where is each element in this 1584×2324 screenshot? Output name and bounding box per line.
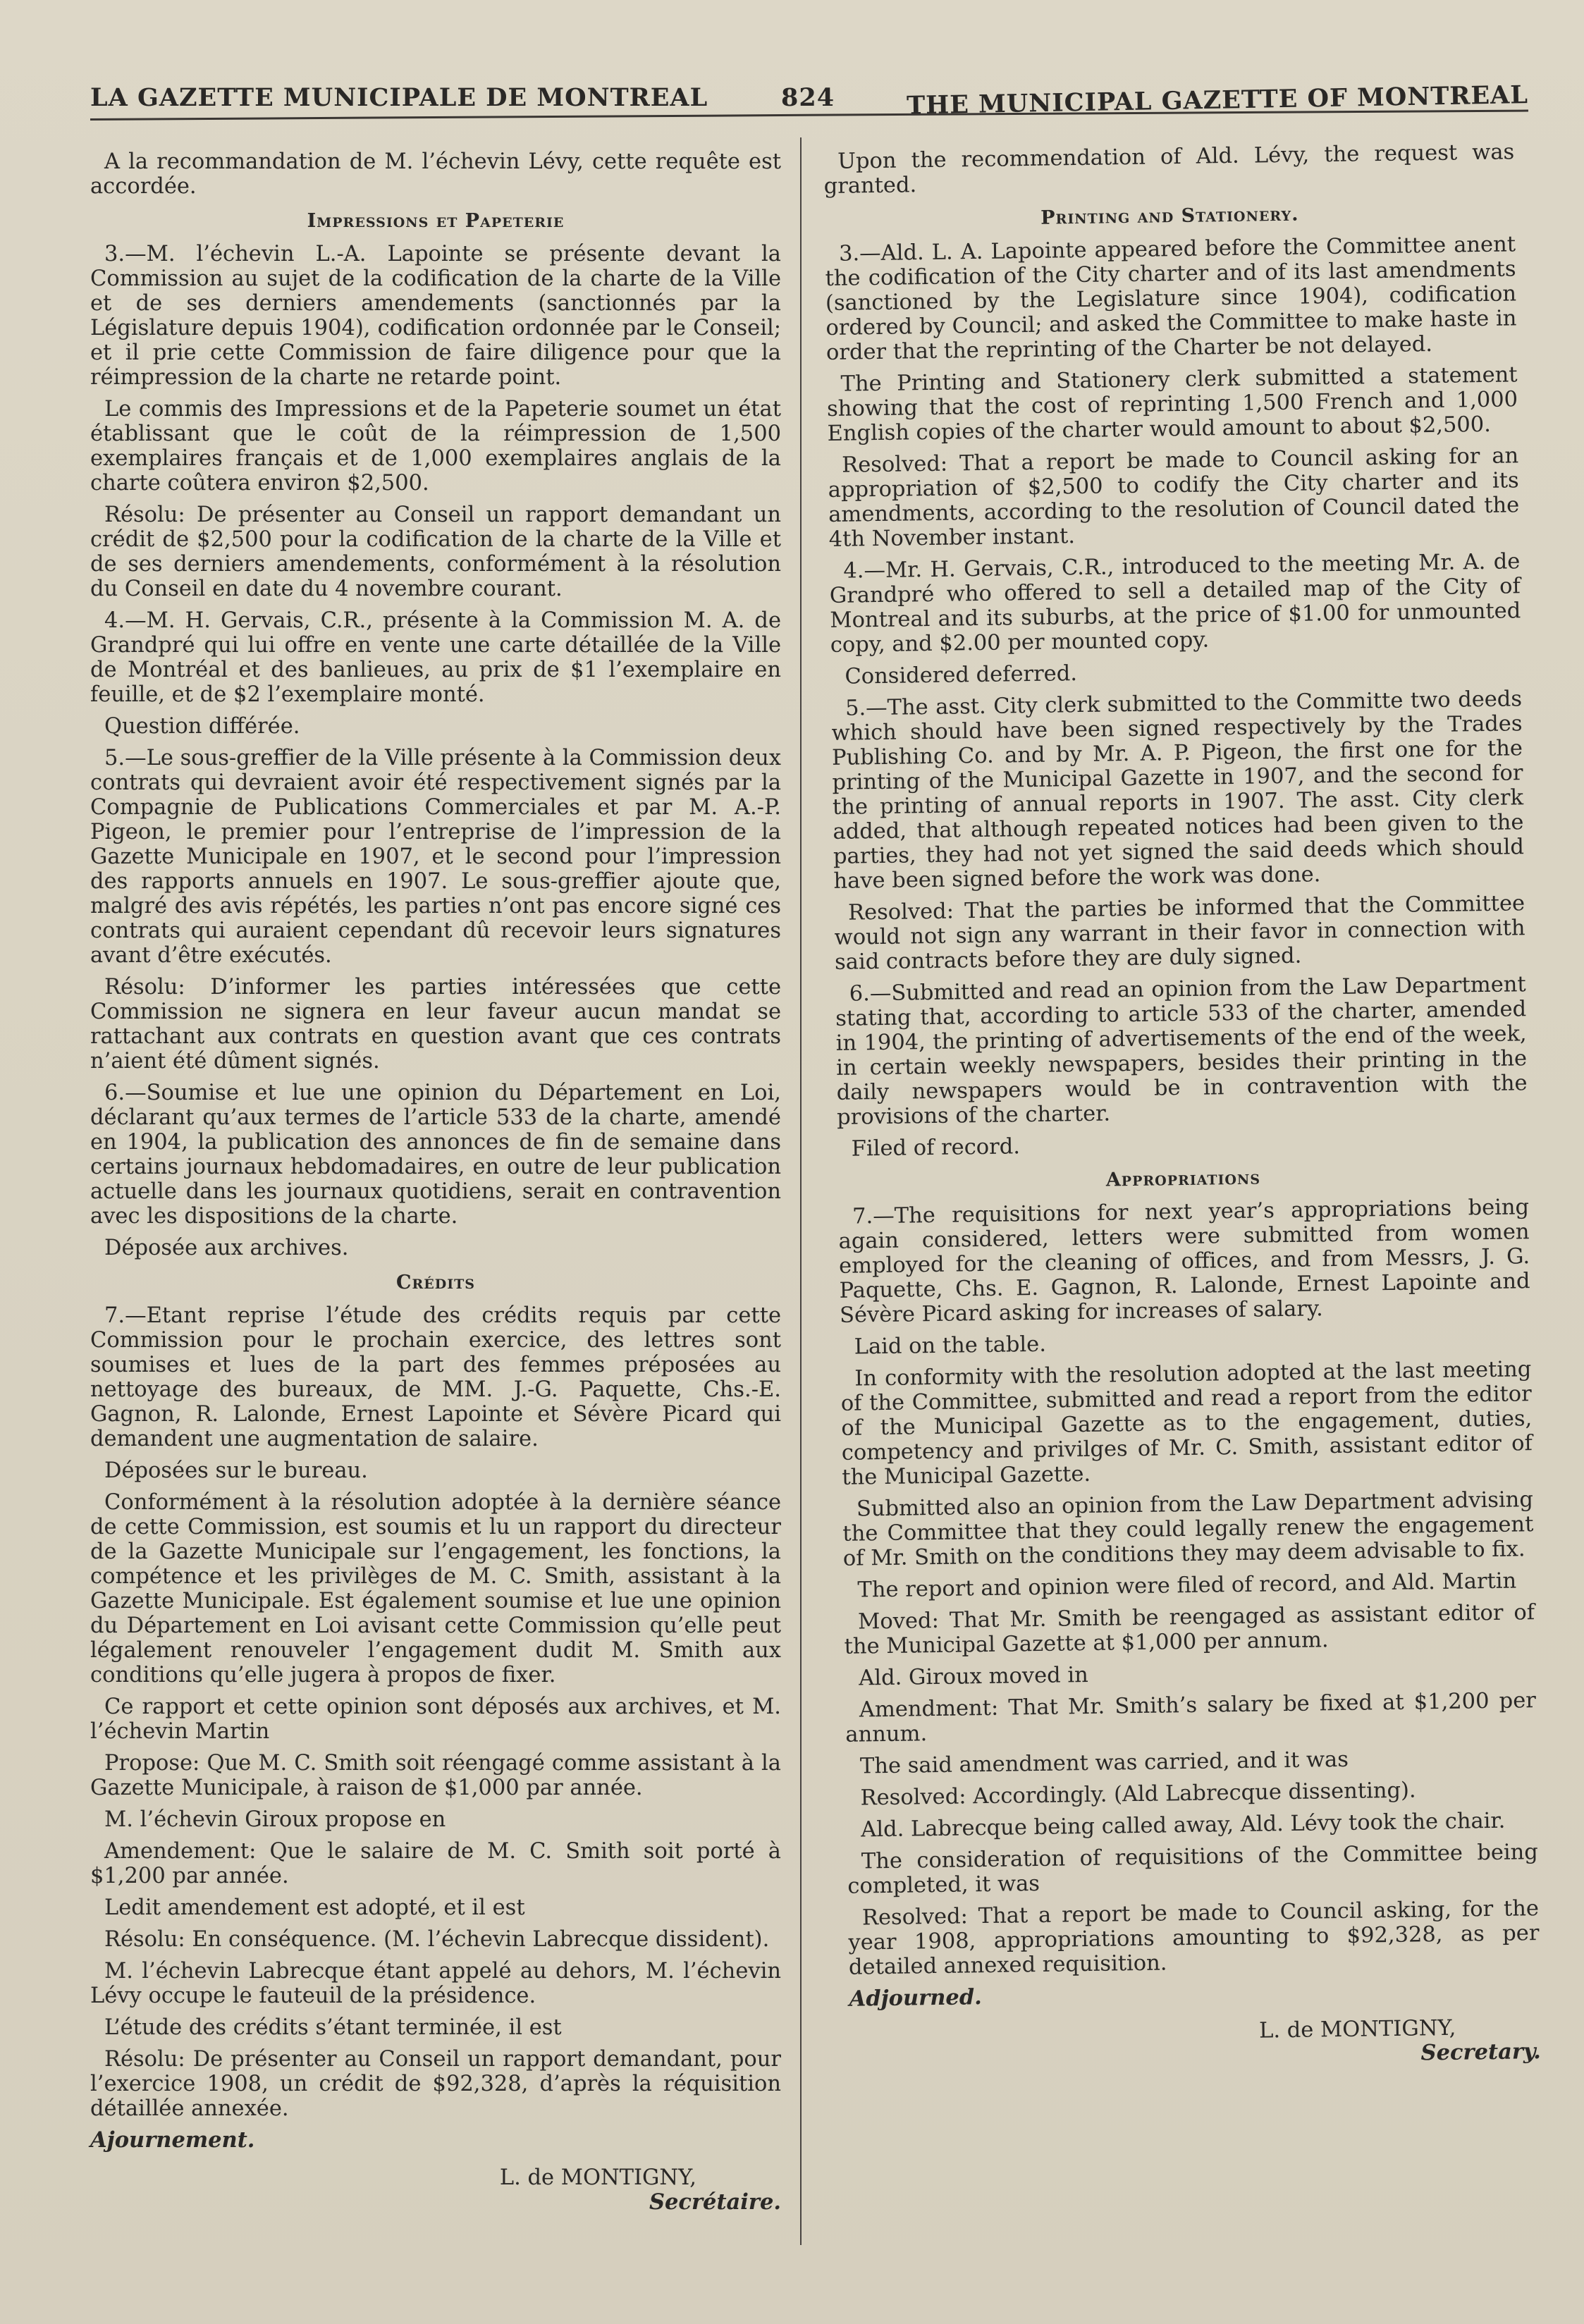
paragraph: A la recommandation de M. l’échevin Lévy, cette requête est accordée. <box>90 149 781 199</box>
header-french-title: LA GAZETTE MUNICIPALE DE MONTREAL <box>90 83 708 112</box>
paragraph: Résolu: En conséquence. (M. l’échevin Labrecque dissident). <box>104 1927 770 1952</box>
paragraph: 4.—Mr. H. Gervais, C.R., introduced to the meeting Mr. A. de Grandpré who offered to sell a detailed map of the City of Montreal and its suburbs, at the price of $1.00 for unmounted copy, and $2.00 per mounted copy. <box>829 549 1521 658</box>
paragraph: Propose: Que M. C. Smith soit réengagé comme assistant à la Gazette Municipale, à raison de $1,000 par année. <box>90 1751 781 1800</box>
paragraph: Déposée aux archives. <box>104 1236 349 1260</box>
english-column <box>823 140 1541 2073</box>
paragraph: In conformity with the resolution adopted at the last meeting of the Committee, submitted and read a report from the editor of the Municipal Gazette as to the engagement, duties, competency and privilges of Mr. C. Smith, assistant editor of the Municipal Gazette. <box>840 1357 1533 1490</box>
paragraph: The consideration of requisitions of the Committee being completed, it was <box>847 1840 1539 1899</box>
page-number: 824 <box>781 83 835 112</box>
paragraph: Resolved: That a report be made to Council asking, for the year 1908, appropriations amounting to $92,328, as per detailed annexed requisition. <box>848 1896 1540 1980</box>
paragraph: Resolved: Accordingly. (Ald Labrecque dissenting). <box>860 1778 1416 1811</box>
paragraph: The said amendment was carried, and it was <box>859 1747 1349 1779</box>
paragraph: Résolu: D’informer les parties intéressées que cette Commission ne signera en leur faveur aucun mandat se rattachant aux contrats en question avant que ces contrats n’aient été dûment signés. <box>90 975 781 1074</box>
french-column <box>90 149 781 2215</box>
paragraph: Resolved: That the parties be informed that the Committee would not sign any warrant in their favor in connection with said contracts before they are duly signed. <box>834 891 1525 975</box>
paragraph: Upon the recommendation of Ald. Lévy, the request was granted. <box>823 140 1515 199</box>
signature-name: L. de MONTIGNY, <box>1258 2015 1456 2043</box>
paragraph: Considered deferred. <box>845 661 1078 689</box>
paragraph: Moved: That Mr. Smith be reengaged as assistant editor of the Municipal Gazette at $1,000 per annum. <box>844 1600 1535 1659</box>
paragraph: 7.—Etant reprise l’étude des crédits requis par cette Commission pour le prochain exercice, des lettres sont soumises et lues de la part des femmes préposées au nettoyage des bureaux, de MM. J.-G. Paquette, Chs.-E. Gagnon, R. Lalonde, Ernest Lapointe et Sévère Picard qui demandent une augmentation de salaire. <box>90 1303 781 1451</box>
paragraph: Le commis des Impressions et de la Papeterie soumet un état établissant que le coût de la réimpression de 1,500 exemplaires français et de 1,000 exemplaires anglais de la charte coûtera environ $2,500. <box>90 397 781 496</box>
signature-title: Secrétaire. <box>649 2189 781 2215</box>
paragraph: L’étude des crédits s’étant terminée, il est <box>104 2015 562 2040</box>
paragraph: 4.—M. H. Gervais, C.R., présente à la Commission M. A. de Grandpré qui lui offre en vente une carte détaillée de la Ville de Montréal et des banlieues, au prix de $1 l’exemplaire en feuille, et de $2 l’exemplaire monté. <box>90 608 781 707</box>
paragraph: Conformément à la résolution adoptée à la dernière séance de cette Commission, est soumis et lu un rapport du directeur de la Gazette Municipale sur l’engagement, les fonctions, la compétence et les privilèges de M. C. Smith, assistant à la Gazette Municipale. Est également soumise et lue une opinion du Département en Loi avisant cette Commission qu’elle peut légalement renouveler l’engagement dudit M. Smith aux conditions qu’elle jugera à propos de fixer. <box>90 1490 781 1687</box>
signature-title: Secretary. <box>1420 2039 1542 2066</box>
paragraph: Submitted also an opinion from the Law Department advising the Committee that they could legally renew the engagement of Mr. Smith on the conditions they may deem advisable to fix. <box>842 1487 1534 1571</box>
paragraph: Ce rapport et cette opinion sont déposés aux archives, et M. l’échevin Martin <box>90 1695 781 1744</box>
paragraph: Résolu: De présenter au Conseil un rapport demandant, pour l’exercice 1908, un crédit de $92,328, d’après la réquisition détaillée annexée. <box>90 2047 781 2121</box>
column-divider <box>800 137 802 2245</box>
section-heading-appropriations: Appropriations <box>1105 1167 1261 1191</box>
paragraph: Question différée. <box>104 714 300 739</box>
paragraph: 5.—Le sous-greffier de la Ville présente à la Commission deux contrats qui devraient avoir été respectivement signés par la Compagnie de Publications Commerciales et par M. A.-P. Pigeon, le premier pour l’entreprise de l’impression de la Gazette Municipale en 1907, et le second pour l’impression des rapports annuels en 1907. Le sous-greffier ajoute que, malgré des avis répétés, les parties n’ont pas encore signé ces contrats qui auraient cependant dû recevoir leurs signatures avant d’être exécutés. <box>90 746 782 968</box>
section-heading-impressions: Impressions et Papeterie <box>307 210 565 232</box>
paragraph: Laid on the table. <box>854 1332 1047 1360</box>
paragraph: 3.—M. l’échevin L.-A. Lapointe se présente devant la Commission au sujet de la codification de la charte de la Ville et de ses derniers amendements (sanctionnés par la Législature depuis 1904), codification ordonnée par le Conseil; et il prie cette Commission de faire diligence pour que la réimpression de la charte ne retarde point. <box>90 242 781 390</box>
paragraph: The report and opinion were filed of record, and Ald. Martin <box>857 1568 1517 1603</box>
section-heading-credits: Crédits <box>396 1272 475 1293</box>
paragraph: M. l’échevin Giroux propose en <box>104 1807 446 1832</box>
signature-block <box>849 2015 1541 2074</box>
paragraph: 5.—The asst. City clerk submitted to the Committe two deeds which should have been signed respectively by the Trades Publishing Co. and by Mr. A. P. Pigeon, the first one for the printing of the Municipal Gazette in 1907, and the second for the printing of annual reports in 1907. The asst. City clerk added, that although repeated notices had been given to the parties, they had not yet signed the said deeds which should have been signed before the work was done. <box>831 687 1525 894</box>
paragraph: The Printing and Stationery clerk submitted a statement showing that the cost of reprinting 1,500 French and 1,000 English copies of the charter would amount to about $2,500. <box>826 362 1518 446</box>
paragraph: Ledit amendement est adopté, et il est <box>104 1895 525 1920</box>
paragraph: 7.—The requisitions for next year’s appropriations being again considered, letters were submitted from women employed for the cleaning of offices, and from Messrs, J. G. Paquette, Chs. E. Gagnon, R. Lalonde, Ernest Lapointe and Sévère Picard asking for increases of salary. <box>838 1195 1530 1328</box>
adjournment: Ajournement. <box>90 2127 255 2153</box>
paragraph: 3.—Ald. L. A. Lapointe appeared before the Committee anent the codification of the City charter and of its last amendments (sanctioned by the Legislature since 1904), codification ordered by Council; and asked the Committee to make haste in order that the reprinting of the Charter be not delayed. <box>825 232 1517 365</box>
signature-name: L. de MONTIGNY, <box>499 2165 696 2190</box>
paragraph: M. l’échevin Labrecque étant appelé au dehors, M. l’échevin Lévy occupe le fauteuil de la présidence. <box>90 1959 781 2008</box>
signature-block <box>90 2165 781 2215</box>
paragraph: 6.—Soumise et lue une opinion du Département en Loi, déclarant qu’aux termes de l’article 533 de la charte, amendé en 1904, la publication des annonces de fin de semaine dans certains journaux hebdomadaires, en outre de leur publication actuelle dans les journaux quotidiens, serait en contravention avec les dispositions de la charte. <box>90 1081 781 1229</box>
paragraph: 6.—Submitted and read an opinion from the Law Department stating that, according to article 533 of the charter, amended in 1904, the printing of advertisements of the end of the week, in certain weekly newspapers, besides their printing in the daily newspapers would be in contravention with the provisions of the charter. <box>835 972 1528 1130</box>
header-english-title: THE MUNICIPAL GAZETTE OF MONTREAL <box>906 80 1529 121</box>
paragraph: Resolved: That a report be made to Council asking for an appropriation of $2,500 to codify the City charter and its amendments, according to the resolution of Council dated the 4th November instant. <box>828 443 1520 552</box>
paragraph: Amendment: That Mr. Smith’s salary be fixed at $1,200 per annum. <box>845 1688 1537 1747</box>
paragraph: Ald. Giroux moved in <box>859 1662 1088 1691</box>
paragraph: Déposées sur le bureau. <box>104 1458 368 1483</box>
adjournment: Adjourned. <box>849 1984 983 2012</box>
paragraph: Ald. Labrecque being called away, Ald. Lévy took the chair. <box>861 1808 1506 1843</box>
section-heading-printing: Printing and Stationery. <box>1040 203 1299 229</box>
paragraph: Résolu: De présenter au Conseil un rapport demandant un crédit de $2,500 pour la codification de la charte de la Ville et de ses derniers amendements, conformément à la résolution du Conseil en date du 4 novembre courant. <box>90 503 781 601</box>
paragraph: Amendement: Que le salaire de M. C. Smith soit porté à $1,200 par année. <box>90 1839 781 1888</box>
paragraph: Filed of record. <box>851 1134 1021 1162</box>
